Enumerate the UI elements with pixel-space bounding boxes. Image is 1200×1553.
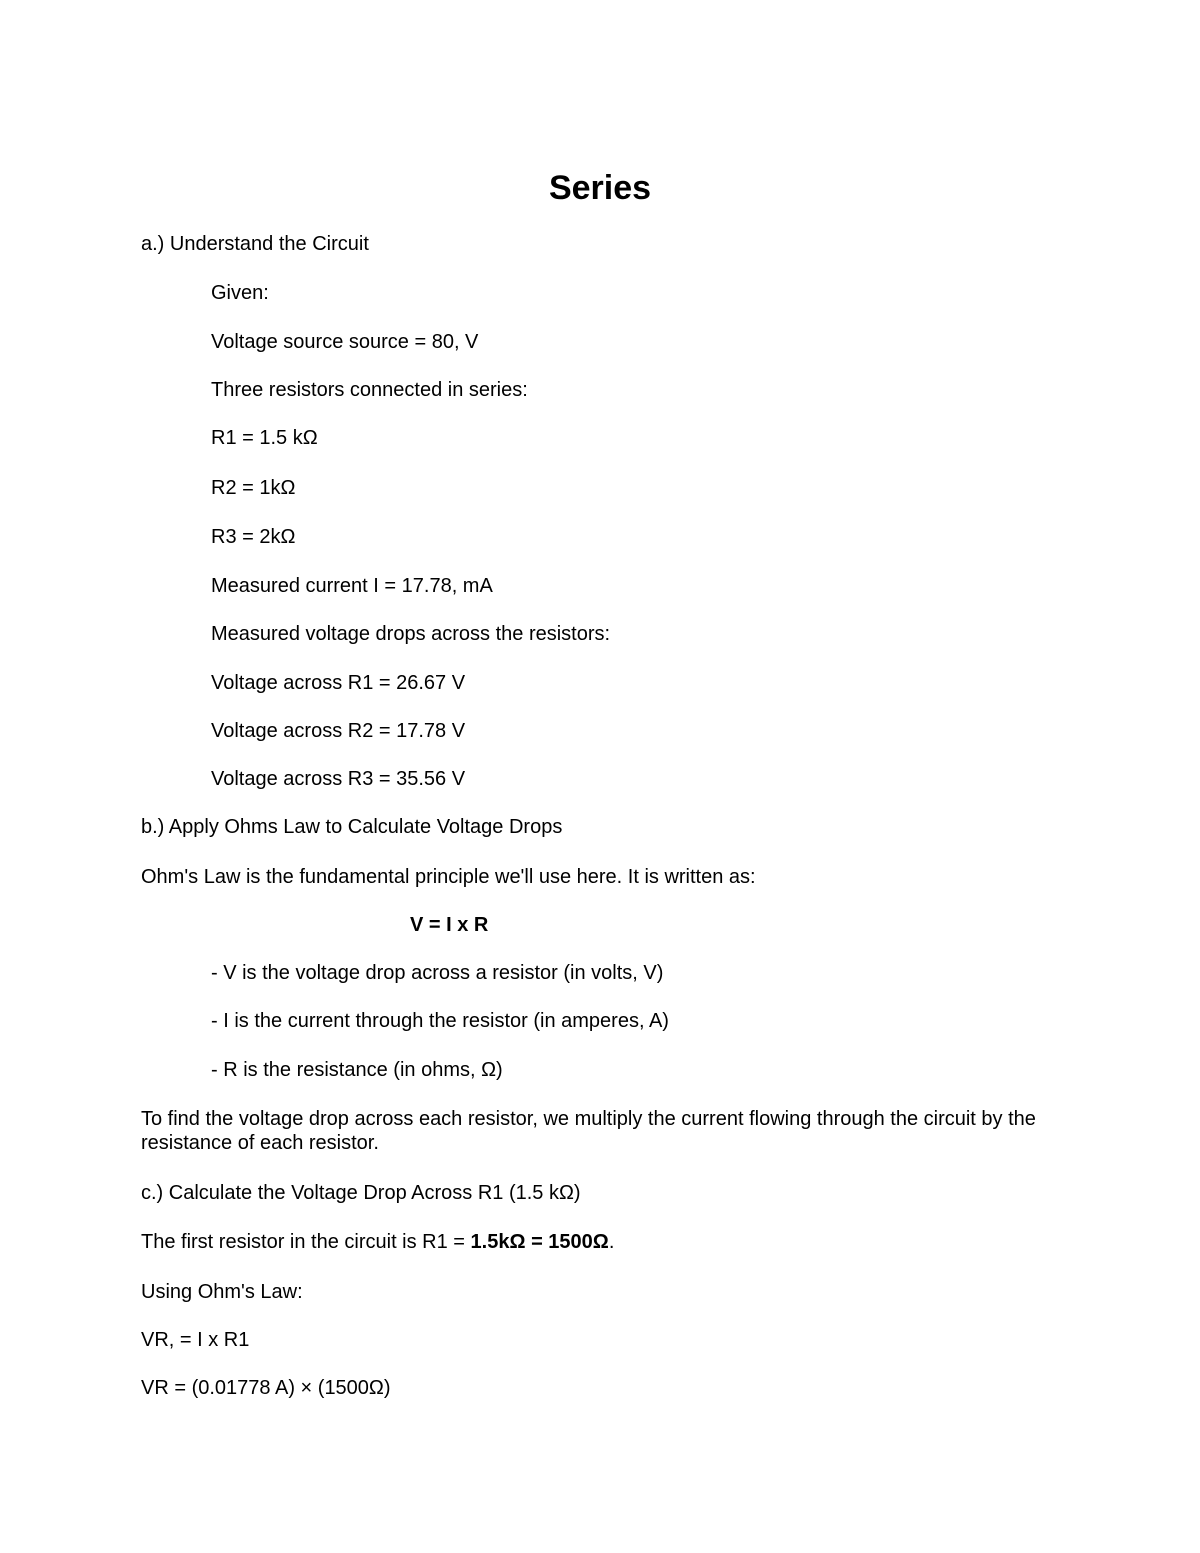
first-resistor-suffix: . — [608, 1231, 615, 1253]
r3-line: R3 = 2kΩ — [211, 526, 296, 548]
ohms-law-intro: Ohm's Law is the fundamental principle we'll use here. It is written as: — [141, 866, 756, 888]
v-r2-line: Voltage across R2 = 17.78 V — [211, 720, 466, 742]
first-resistor-value: 1.5kΩ = 1500Ω — [470, 1231, 609, 1253]
page-title: Series — [548, 169, 652, 207]
resistors-intro-line: Three resistors connected in series: — [211, 379, 528, 401]
using-ohms-law-line: Using Ohm's Law: — [141, 1281, 303, 1303]
v-r1-line: Voltage across R1 = 26.67 V — [211, 672, 466, 694]
explanation-paragraph: To find the voltage drop across each resistor, we multiply the current flowing through the circuit by the resistance of each resistor. — [141, 1108, 1036, 1154]
drops-intro-line: Measured voltage drops across the resistors: — [211, 623, 611, 645]
first-resistor-prefix: The first resistor in the circuit is R1 = — [141, 1231, 471, 1253]
definition-i: - I is the current through the resistor (in amperes, A) — [211, 1010, 669, 1032]
voltage-source-line: Voltage source source = 80, V — [211, 331, 479, 353]
equation-2: VR = (0.01778 A) × (1500Ω) — [141, 1377, 391, 1399]
ohms-law-formula: V = I x R — [410, 914, 489, 936]
equation-1: VR, = I x R1 — [141, 1329, 250, 1351]
section-b-heading: b.) Apply Ohms Law to Calculate Voltage Drops — [141, 816, 563, 838]
definition-v: - V is the voltage drop across a resistor (in volts, V) — [211, 962, 664, 984]
r2-line: R2 = 1kΩ — [211, 477, 296, 499]
given-label: Given: — [211, 282, 269, 304]
first-resistor-line — [141, 1230, 614, 1254]
r1-line: R1 = 1.5 kΩ — [211, 427, 318, 449]
current-line: Measured current I = 17.78, mA — [211, 575, 493, 597]
definition-r: - R is the resistance (in ohms, Ω) — [211, 1059, 503, 1081]
section-a-heading: a.) Understand the Circuit — [141, 233, 369, 255]
section-c-heading: c.) Calculate the Voltage Drop Across R1 (1.5 kΩ) — [141, 1182, 581, 1204]
v-r3-line: Voltage across R3 = 35.56 V — [211, 768, 466, 790]
